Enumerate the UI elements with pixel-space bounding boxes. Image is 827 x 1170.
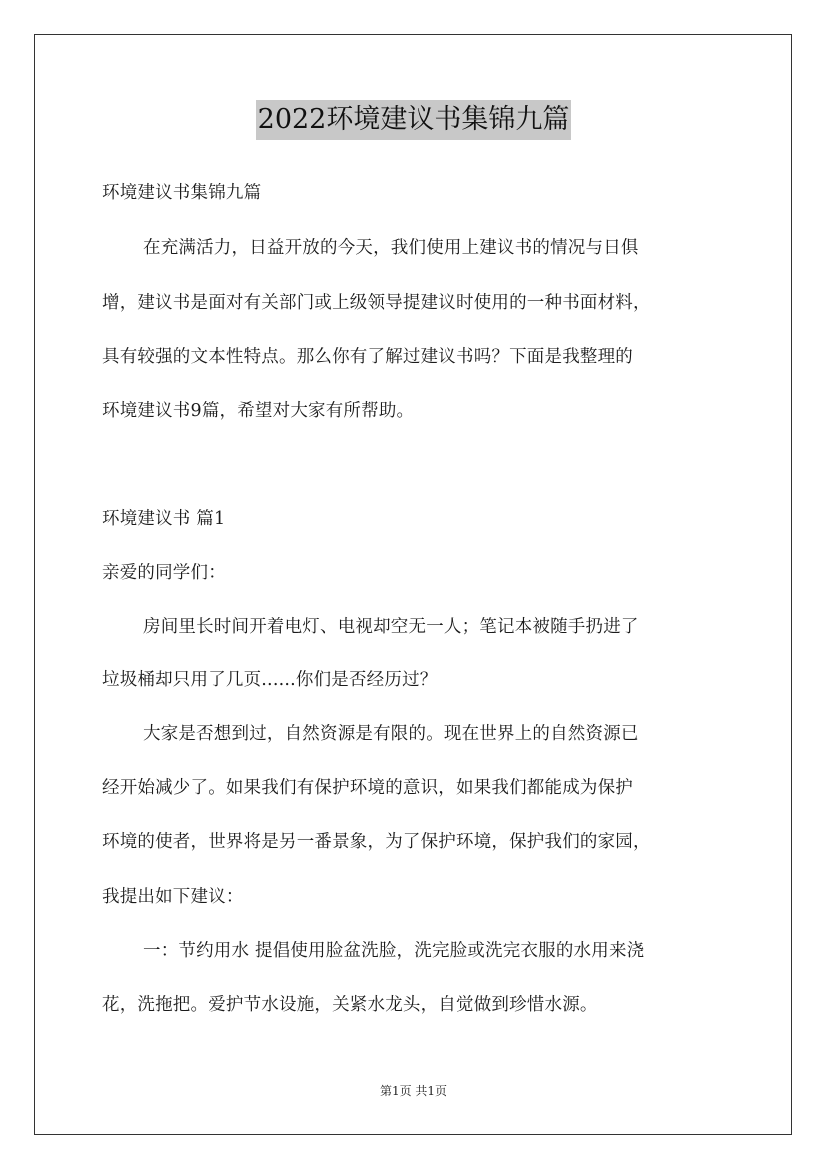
paragraph-line: 一：节约用水 提倡使用脸盆洗脸，洗完脸或洗完衣服的水用来浇	[143, 941, 645, 961]
paragraph-line: 垃圾桶却只用了几页......你们是否经历过？	[102, 670, 438, 690]
salutation: 亲爱的同学们：	[102, 563, 226, 583]
paragraph-line: 花，洗拖把。爱护节水设施，关紧水龙头，自觉做到珍惜水源。	[102, 995, 598, 1015]
paragraph-line: 环境的使者，世界将是另一番景象，为了保护环境，保护我们的家园，	[102, 832, 651, 852]
paragraph-line: 经开始减少了。如果我们有保护环境的意识，如果我们都能成为保护	[102, 778, 633, 798]
document-title: 2022环境建议书集锦九篇	[256, 100, 572, 140]
paragraph-line: 环境建议书9篇，希望对大家有所帮助。	[102, 401, 415, 421]
page-footer: 第1页 共1页	[379, 1084, 448, 1098]
paragraph-line: 房间里长时间开着电灯、电视却空无一人；笔记本被随手扔进了	[143, 617, 639, 637]
section-heading: 环境建议书 篇1	[102, 509, 226, 529]
paragraph-line: 具有较强的文本性特点。那么你有了解过建议书吗？下面是我整理的	[102, 347, 633, 367]
paragraph-line: 我提出如下建议：	[102, 887, 244, 907]
paragraph-line: 增，建议书是面对有关部门或上级领导提建议时使用的一种书面材料，	[102, 293, 651, 313]
title-container	[0, 100, 827, 140]
subtitle-line: 环境建议书集锦九篇	[102, 183, 262, 203]
paragraph-line: 在充满活力，日益开放的今天，我们使用上建议书的情况与日俱	[143, 238, 639, 258]
paragraph-line: 大家是否想到过，自然资源是有限的。现在世界上的自然资源已	[143, 724, 639, 744]
